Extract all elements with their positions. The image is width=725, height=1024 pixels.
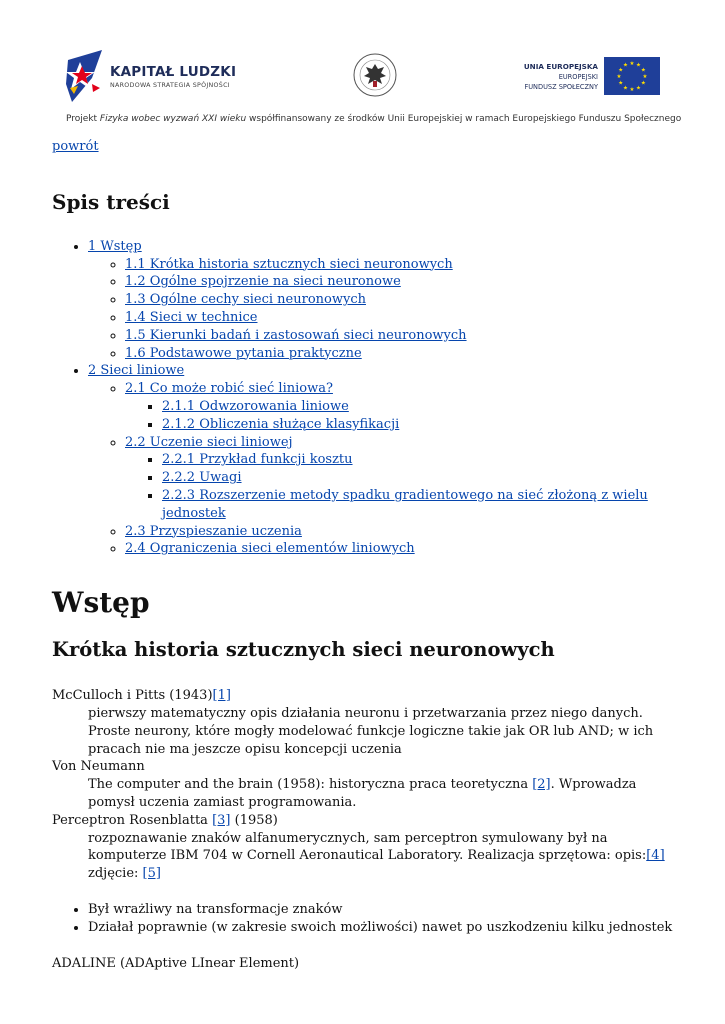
toc-link-2-4[interactable]: 2.4 Ograniczenia sieci elementów liniowych bbox=[125, 541, 415, 557]
toc-link-1-1[interactable]: 1.1 Krótka historia sztucznych sieci neuronowych bbox=[125, 256, 453, 272]
svg-text:★: ★ bbox=[636, 62, 641, 69]
project-prefix: Projekt bbox=[66, 114, 100, 124]
toc-item bbox=[125, 309, 677, 327]
term-perceptron-b: (1958) bbox=[230, 812, 278, 828]
section-heading-wstep: Wstęp bbox=[52, 586, 150, 620]
eu-label bbox=[500, 62, 598, 92]
eu-line-1: UNIA EUROPEJSKA bbox=[523, 62, 598, 71]
term-perceptron bbox=[52, 812, 677, 830]
eu-line-3: FUNDUSZ SPOŁECZNY bbox=[524, 83, 598, 91]
def-perceptron-b: zdjęcie: bbox=[88, 866, 143, 882]
def-von-neumann-a: The computer and the brain (1958): historyczna praca teoretyczna bbox=[88, 777, 533, 793]
toc-link-2-2-1[interactable]: 2.2.1 Przykład funkcji kosztu bbox=[162, 452, 353, 468]
toc-link-2-3[interactable]: 2.3 Przyspieszanie uczenia bbox=[125, 523, 302, 539]
main-content bbox=[52, 138, 677, 972]
kapital-ludzki-subtitle: NARODOWA STRATEGIA SPÓJNOŚCI bbox=[110, 82, 230, 89]
toc-item bbox=[88, 238, 677, 363]
toc-title: Spis treści bbox=[52, 189, 170, 214]
svg-text:★: ★ bbox=[640, 67, 646, 74]
svg-text:★: ★ bbox=[629, 87, 635, 93]
toc-item bbox=[125, 345, 677, 363]
toc-link-1-6[interactable]: 1.6 Podstawowe pytania praktyczne bbox=[125, 345, 362, 361]
page-header bbox=[0, 0, 725, 135]
svg-text:★: ★ bbox=[629, 61, 635, 67]
project-caption bbox=[66, 114, 681, 124]
university-seal-icon bbox=[352, 52, 398, 98]
ref-5-link[interactable]: [5] bbox=[142, 866, 161, 882]
svg-text:★: ★ bbox=[616, 74, 622, 80]
eu-line-2: EUROPEJSKI bbox=[558, 73, 598, 81]
toc-link-2-1[interactable]: 2.1 Co może robić sieć liniowa? bbox=[125, 381, 333, 397]
svg-text:★: ★ bbox=[636, 85, 641, 92]
ref-4-link[interactable]: [4] bbox=[646, 848, 665, 864]
ref-1-link[interactable]: [1] bbox=[212, 688, 231, 704]
toc-link-1-2[interactable]: 1.2 Ogólne spojrzenie na sieci neuronowe bbox=[125, 274, 401, 290]
ref-2-link[interactable]: [2] bbox=[532, 777, 551, 793]
toc-item bbox=[125, 327, 677, 345]
def-perceptron-a: rozpoznawanie znaków alfanumerycznych, sam perceptron symulowany był na komputerze IBM 704 w Cornell Aeronautical Laboratory. Realizacja sprzętowa: opis: bbox=[88, 830, 647, 864]
svg-text:★: ★ bbox=[618, 80, 624, 87]
toc-item bbox=[125, 380, 677, 433]
toc-link-1-4[interactable]: 1.4 Sieci w technice bbox=[125, 309, 258, 325]
term-von-neumann: Von Neumann bbox=[52, 759, 145, 775]
kapital-ludzki-title: KAPITAŁ LUDZKI bbox=[110, 64, 237, 80]
toc-item bbox=[162, 487, 677, 523]
def-von-neumann bbox=[88, 776, 677, 812]
svg-text:★: ★ bbox=[623, 85, 628, 92]
toc-item bbox=[125, 256, 677, 274]
term-perceptron-a: Perceptron Rosenblatta bbox=[52, 812, 213, 828]
toc-item bbox=[125, 540, 677, 558]
ref-3-link[interactable]: [3] bbox=[212, 812, 231, 828]
toc-item bbox=[125, 523, 677, 541]
toc-link-2[interactable]: 2 Sieci liniowe bbox=[88, 363, 185, 379]
toc-link-1[interactable]: 1 Wstęp bbox=[88, 238, 142, 254]
term-mcculloch-text: McCulloch i Pitts (1943) bbox=[52, 688, 213, 704]
kapital-ludzki-logo bbox=[62, 48, 302, 104]
project-name: Fizyka wobec wyzwań XXI wieku bbox=[99, 114, 247, 124]
def-von-neumann-b: . Wprowadza pomysł uczenia zamiast programowania. bbox=[88, 777, 637, 810]
toc-link-1-3[interactable]: 1.3 Ogólne cechy sieci neuronowych bbox=[125, 292, 366, 308]
project-suffix: współfinansowany ze środków Unii Europejskiej w ramach Europejskiego Funduszu Społecznego bbox=[246, 114, 682, 124]
svg-text:★: ★ bbox=[623, 62, 628, 69]
svg-text:★: ★ bbox=[642, 74, 648, 80]
toc-link-2-2-2[interactable]: 2.2.2 Uwagi bbox=[162, 470, 242, 486]
toc-link-2-1-2[interactable]: 2.1.2 Obliczenia służące klasyfikacji bbox=[162, 416, 400, 432]
def-mcculloch: pierwszy matematyczny opis działania neuronu i przetwarzania przez niego danych. Proste neurony, które mogły modelować funkcje logiczne takie jak OR lub AND; w ich pracach nie ma jeszcze opisu koncepcji uczenia bbox=[88, 705, 654, 757]
toc-item bbox=[88, 362, 677, 558]
list-item: • Działał poprawnie (w zakresie swoich możliwości) nawet po uszkodzeniu kilku jednostek bbox=[88, 919, 677, 937]
svg-text:★: ★ bbox=[640, 80, 646, 87]
table-of-contents bbox=[52, 238, 677, 558]
history-definition-list bbox=[52, 687, 677, 883]
toc-item bbox=[125, 434, 677, 523]
adaline-paragraph: ADALINE (ADAptive LInear Element) bbox=[52, 955, 300, 971]
term-mcculloch bbox=[52, 687, 677, 705]
kapital-ludzki-star-icon bbox=[62, 48, 106, 104]
subsection-heading-history: Krótka historia sztucznych sieci neuronowych bbox=[52, 638, 555, 662]
toc-item bbox=[162, 451, 677, 469]
def-perceptron bbox=[88, 830, 677, 883]
toc-link-2-2[interactable]: 2.2 Uczenie sieci liniowej bbox=[125, 434, 293, 450]
toc-item bbox=[162, 469, 677, 487]
toc-link-2-1-1[interactable]: 2.1.1 Odwzorowania liniowe bbox=[162, 398, 349, 414]
toc-item bbox=[162, 398, 677, 416]
toc-link-2-2-3[interactable]: 2.2.3 Rozszerzenie metody spadku gradientowego na sieć złożoną z wielu jednostek bbox=[162, 487, 648, 521]
list-item: • Był wrażliwy na transformacje znaków bbox=[88, 901, 677, 919]
eu-flag-icon bbox=[604, 57, 660, 95]
toc-item bbox=[125, 273, 677, 291]
perceptron-features-list bbox=[52, 901, 677, 937]
toc-link-1-5[interactable]: 1.5 Kierunki badań i zastosowań sieci neuronowych bbox=[125, 327, 467, 343]
toc-item bbox=[162, 416, 677, 434]
back-link[interactable]: powrót bbox=[52, 139, 99, 154]
toc-item bbox=[125, 291, 677, 309]
svg-text:★: ★ bbox=[618, 67, 624, 74]
